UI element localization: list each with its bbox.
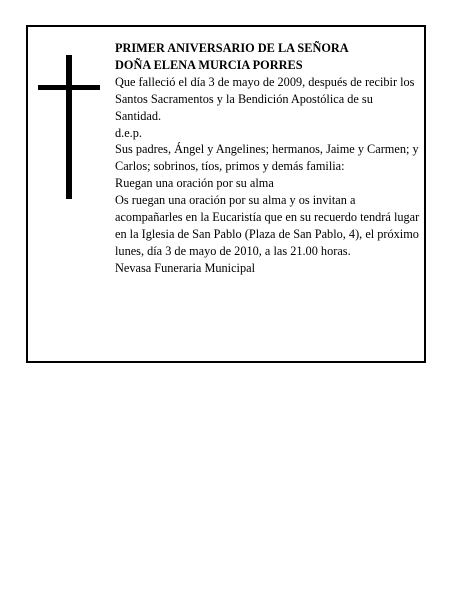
cross-horizontal-bar [38,85,100,90]
rip-abbreviation: d.e.p. [115,125,142,140]
prayer-request: Ruegan una oración por su alma [115,176,274,191]
mass-invitation: Os ruegan una oración por su alma y os invitan a acompañarles en la Eucaristía que en su recuerdo tendrá lugar en la Iglesia de San Pablo (Plaza de San Pablo, 4), el próximo lunes, día 3 de mayo de 2010, a las 21.00 horas. [115,193,420,258]
obituary-notice [26,25,426,363]
cross-icon [38,55,100,199]
funeral-home: Nevasa Funeraria Municipal [115,260,255,275]
family-members: Sus padres, Ángel y Angelines; hermanos, Jaime y Carmen; y Carlos; sobrinos, tíos, primos y demás familia: [115,142,419,174]
notice-title-line-1: PRIMER ANIVERSARIO DE LA SEÑORA [115,41,349,55]
notice-title-line-2: DOÑA ELENA MURCIA PORRES [115,57,303,72]
cross-vertical-bar [66,55,72,199]
death-notice: Que falleció el día 3 de mayo de 2009, después de recibir los Santos Sacramentos y la Bendición Apostólica de su Santidad. [115,74,415,123]
notice-text [115,40,421,277]
